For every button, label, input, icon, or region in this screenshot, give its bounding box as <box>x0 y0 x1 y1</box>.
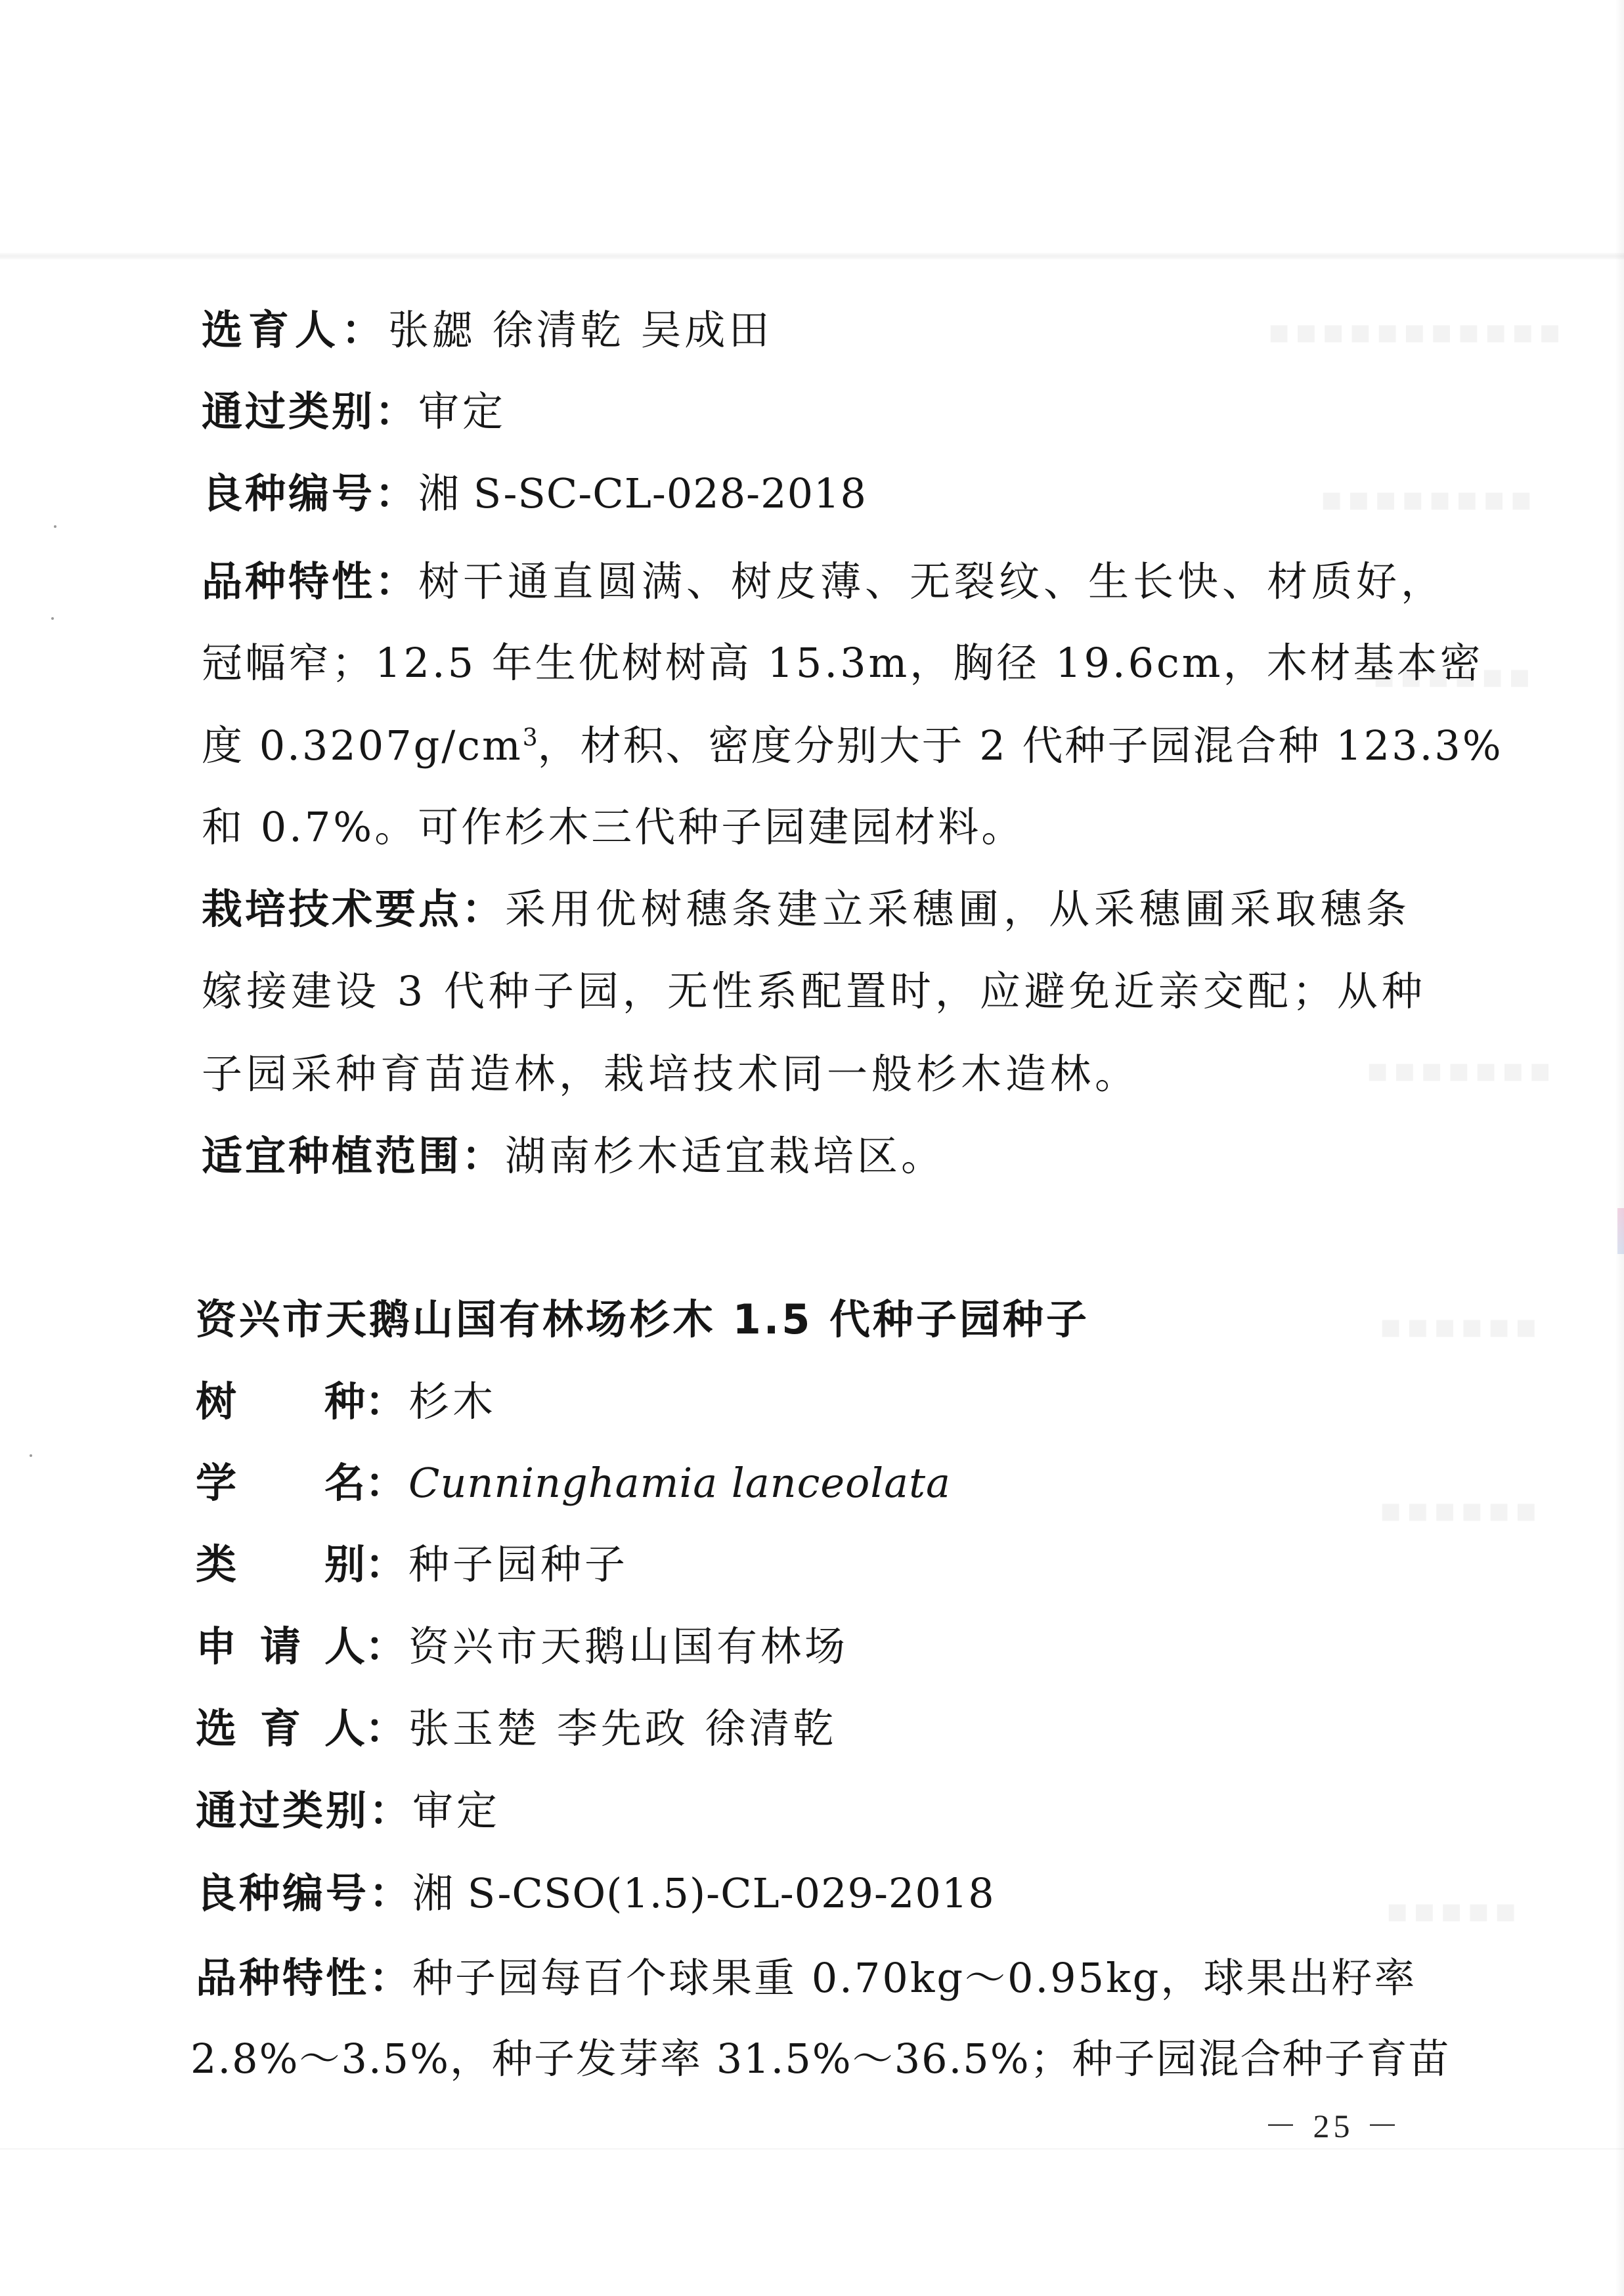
entry2-species-label: 树种 <box>196 1377 365 1425</box>
bleed-through-mark <box>1267 312 1566 351</box>
entry2-traits-label: 品种特性： <box>196 1954 413 2002</box>
entry2-applicant-row <box>196 1622 848 1672</box>
entry2-species-value: 杉木 <box>408 1377 497 1425</box>
entry1-range-label: 适宜种植范围： <box>202 1132 506 1180</box>
entry2-title <box>196 1295 1089 1345</box>
entry2-code-row <box>196 1869 995 1918</box>
entry1-approval-row <box>202 387 506 437</box>
bleed-through-mark <box>1320 479 1537 519</box>
entry1-cultivation-row <box>202 884 1411 934</box>
colon: ： <box>365 1704 409 1752</box>
edge-color-mark <box>1617 1208 1624 1254</box>
entry2-sciname-row <box>196 1458 951 1508</box>
bleed-through-mark <box>1379 1307 1541 1346</box>
entry2-traits-row <box>196 1953 1416 2003</box>
scan-band <box>0 253 1624 259</box>
entry2-title-text: 资兴市天鹅山国有林场杉木 1.5 代种子园种子 <box>196 1295 1090 1343</box>
entry1-code-value: 湘 S-SC-CL-028-2018 <box>418 469 867 517</box>
entry2-traits-text: 种子园每百个球果重 0.70kg～0.95kg，球果出籽率 <box>412 1954 1417 2002</box>
page-edge-shadow <box>1615 0 1624 2296</box>
entry2-category-value: 种子园种子 <box>408 1540 629 1588</box>
bleed-through-mark <box>1386 1891 1521 1930</box>
entry1-cultivation-text: 嫁接建设 3 代种子园，无性系配置时，应避免近亲交配；从种 <box>202 967 1426 1015</box>
scan-speck <box>54 525 56 528</box>
entry1-cultivation-text: 采用优树穗条建立采穗圃，从采穗圃采取穗条 <box>505 885 1412 933</box>
bleed-through-mark <box>1379 1490 1541 1530</box>
colon: ： <box>365 1459 409 1507</box>
footer-rule <box>0 2148 1624 2150</box>
entry2-category-row <box>196 1540 628 1590</box>
entry1-approval-value: 审定 <box>418 387 507 435</box>
entry2-breeder-value: 张玉楚 李先政 徐清乾 <box>408 1704 837 1752</box>
entry1-traits-text: ，材积、密度分别大于 2 代种子园混合种 123.3% <box>537 722 1503 769</box>
entry2-approval-row <box>196 1786 500 1836</box>
entry2-applicant-value: 资兴市天鹅山国有林场 <box>408 1622 849 1670</box>
entry2-species-row <box>196 1377 496 1427</box>
entry1-range-value: 湖南杉木适宜栽培区。 <box>505 1132 946 1180</box>
entry1-traits-text: 冠幅窄；12.5 年生优树树高 15.3m，胸径 19.6cm，木材基本密 <box>202 639 1483 687</box>
entry2-breeder-row <box>196 1704 837 1754</box>
entry1-code-label: 良种编号： <box>202 469 419 517</box>
entry1-traits-superscript: 3 <box>522 724 538 752</box>
entry2-code-label: 良种编号： <box>196 1869 413 1917</box>
entry2-category-label: 类别 <box>196 1540 365 1588</box>
entry1-traits-label: 品种特性： <box>202 557 419 605</box>
entry1-approval-label: 通过类别： <box>202 387 419 435</box>
entry1-breeder-label: 选育人： <box>202 306 389 354</box>
entry2-applicant-label: 申请人 <box>196 1622 365 1670</box>
entry1-cultivation-text: 子园采种育苗造林，栽培技术同一般杉木造林。 <box>202 1050 1140 1098</box>
entry1-traits-text: 和 0.7%。可作杉木三代种子园建园材料。 <box>202 803 1025 851</box>
entry2-breeder-label: 选育人 <box>196 1704 365 1752</box>
entry1-breeder-row <box>202 305 772 355</box>
bleed-through-mark <box>1366 1051 1556 1090</box>
entry2-approval-label: 通过类别： <box>196 1787 413 1834</box>
entry1-traits-line <box>202 721 1503 771</box>
entry1-code-row <box>202 469 867 519</box>
entry1-range-row <box>202 1131 945 1181</box>
entry1-traits-text: 度 0.3207g/cm <box>202 722 523 769</box>
scan-speck <box>51 617 54 620</box>
entry2-traits-line <box>190 2034 1451 2084</box>
colon: ： <box>365 1540 409 1588</box>
entry2-approval-value: 审定 <box>412 1787 501 1834</box>
entry1-cultivation-line <box>202 966 1426 1016</box>
entry1-cultivation-label: 栽培技术要点： <box>202 885 506 933</box>
entry2-traits-text: 2.8%～3.5%，种子发芽率 31.5%～36.5%；种子园混合种子育苗 <box>190 2035 1451 2083</box>
entry2-sciname-label: 学名 <box>196 1459 365 1507</box>
scan-speck <box>30 1454 32 1457</box>
entry1-traits-row <box>202 557 1445 607</box>
entry2-sciname-value: Cunninghamia lanceolata <box>408 1459 952 1507</box>
entry1-traits-line <box>202 638 1483 688</box>
colon: ： <box>365 1622 409 1670</box>
entry1-breeder-value: 张勰 徐清乾 吴成田 <box>388 306 773 354</box>
colon: ： <box>365 1377 409 1425</box>
entry1-cultivation-line <box>202 1049 1139 1099</box>
entry1-traits-text: 树干通直圆满、树皮薄、无裂纹、生长快、材质好， <box>418 557 1446 605</box>
entry2-code-value: 湘 S-CSO(1.5)-CL-029-2018 <box>412 1869 995 1917</box>
page-number: － 25 － <box>1264 2108 1403 2144</box>
entry1-traits-line <box>202 802 1024 852</box>
